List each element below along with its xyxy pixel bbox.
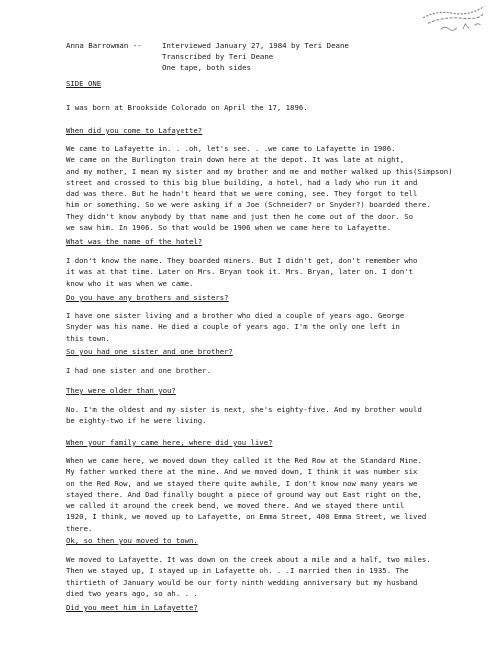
question-line: What was the name of the hotel? — [66, 237, 203, 246]
tape-info-line: One tape, both sides — [162, 63, 251, 72]
answer-paragraph: I don't know the name. They boarded miners. But I didn't get, don't remember who it was at that time. Later on Mrs. Bryan took it. Mrs. Bryan, later on. I don't know who it was when we came. — [66, 256, 418, 288]
interview-header — [66, 40, 349, 73]
side-heading: SIDE ONE — [66, 79, 102, 88]
answer-paragraph: We came to Lafayette in. . .oh, let's see. . .we came to Lafayette in 1906. We came on the Burlington train down here at the depot. It was late at night, and my mother, I mean my sister and my brother and me and mother walked up this(Simpson) street and crossed to this big blue building, a hotel, had a lady who run it and dad was there. But he hadn't heard that we were coming, see. They forgot to tell him or something. So we were asking if a Joe (Schneider? or Snyder?) boarded there. They didn't know anybody by that name and just then he come out of the door. So we saw him. In 1906. So that would be 1906 when we came here to Lafayette. — [66, 144, 453, 233]
question-line: When did you come to Lafayette? — [66, 126, 203, 135]
transcriber-line: Transcribed by Teri Deane — [162, 52, 274, 61]
question-line: Did you meet him in Lafayette? — [66, 603, 198, 612]
interview-date-line: Interviewed January 27, 1984 by Teri Deane — [162, 41, 349, 50]
question-line: Do you have any brothers and sisters? — [66, 293, 229, 302]
answer-paragraph: I have one sister living and a brother who died a couple of years ago. George Snyder was his name. He died a couple of years ago. I'm the only one left in this town. — [66, 311, 405, 343]
answer-paragraph: We moved to Lafayette. It was down on the creek about a mile and a half, two miles. Then we stayed up, I stayed up in Lafayette oh. . .I married then in 1935. The thirtieth of January would be our forty ninth wedding anniversary but my husband died two years ago, so ah. . . — [66, 555, 431, 598]
archive-stamp — [416, 0, 494, 44]
question-line: When your family came here, where did you live? — [66, 438, 273, 447]
question-line: They were older than you? — [66, 386, 176, 395]
answer-paragraph: I had one sister and one brother. — [66, 366, 211, 375]
answer-paragraph: No. I'm the oldest and my sister is next, she's eighty-five. And my brother would be eighty-two if he were living. — [66, 405, 422, 426]
answer-paragraph: When we came here, we moved down they called it the Red Row at the Standard Mine. My father worked there at the mine. And we moved down, I think it was number six on the Red Row, and we stayed there quite awhile, I don't know now many years we stayed there. And Dad finally bought a piece of ground way out East right on the, we called it around the creek bend, we moved there. And we stayed there until 1920, I think, we moved up to Lafayette, on Emma Street, 400 Emma Street, we lived there. — [66, 456, 427, 533]
answer-paragraph: I was born at Brookside Colorado on April the 17, 1896. — [66, 103, 308, 112]
question-line: Ok, so then you moved to town. — [66, 536, 198, 545]
interviewee-name: Anna Barrowman -- — [66, 41, 142, 50]
question-line: So you had one sister and one brother? — [66, 347, 233, 356]
